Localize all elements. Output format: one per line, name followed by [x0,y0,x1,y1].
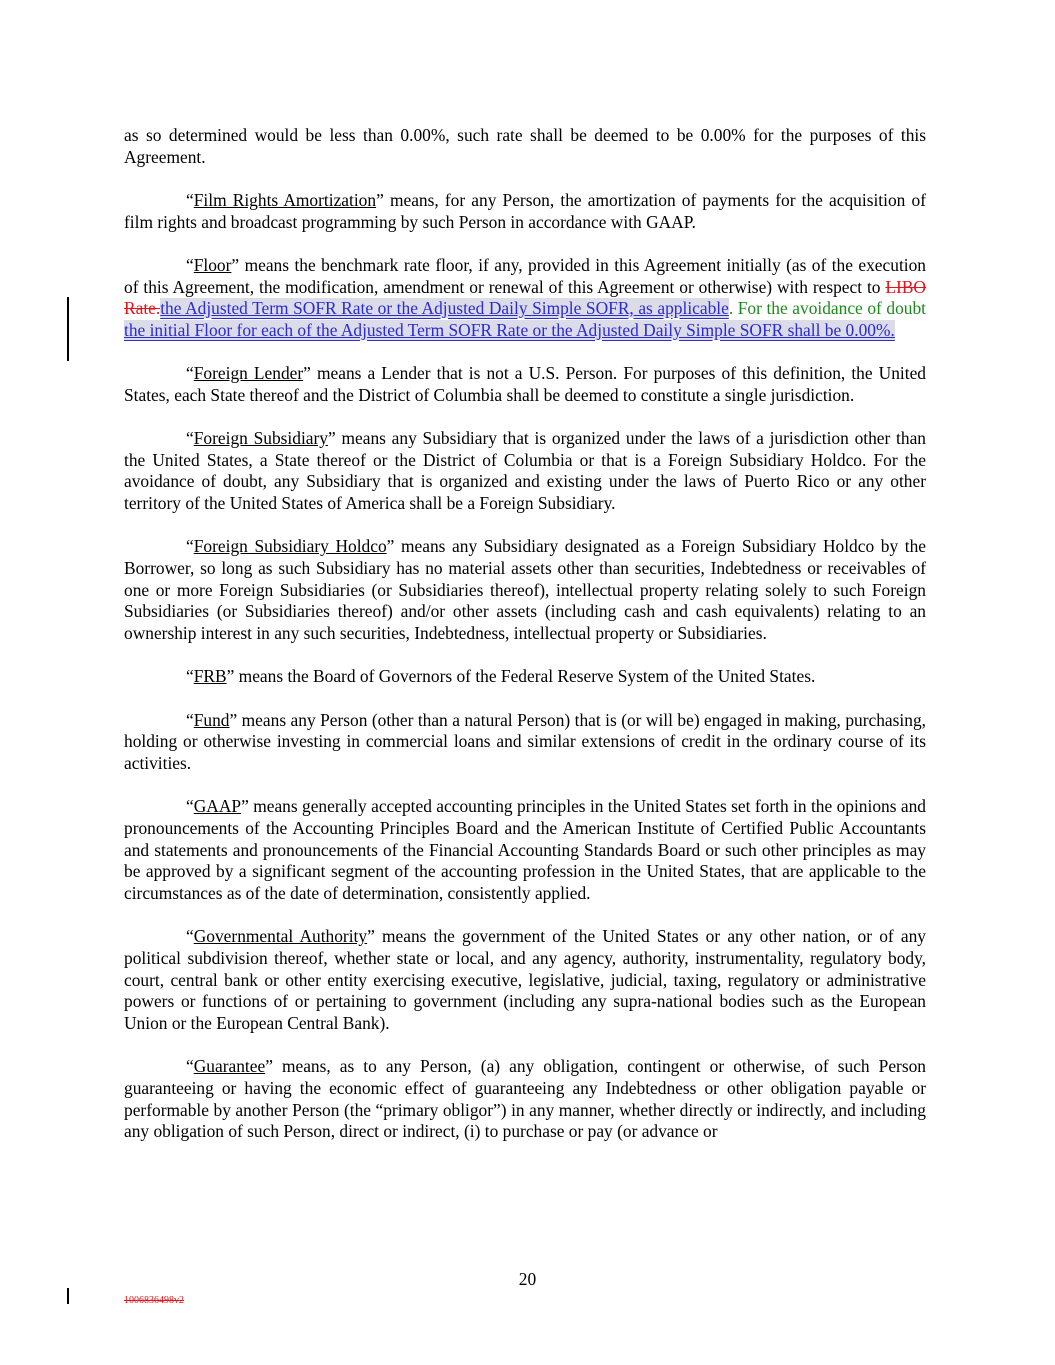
open-quote: “ [186,709,194,730]
document-body [124,125,926,1165]
defined-term: Floor [193,254,232,275]
definition-text: ” means the benchmark rate floor, if any, provided in this Agreement initially (as of the execution of this Agreement, the modification, amendment or renewal of this Agreement or otherwise) with respect to [124,254,926,297]
defined-term: Guarantee [193,1056,266,1077]
defined-term: Film Rights Amortization [193,189,377,210]
inserted-text: the Adjusted Term SOFR Rate or the Adjusted Daily Simple SOFR, as applicable [160,298,729,319]
definition-guarantee [124,1056,926,1143]
defined-term: FRB [193,666,227,687]
open-quote: “ [186,254,194,275]
open-quote: “ [186,926,194,947]
definition-text: ” means the Board of Governors of the Federal Reserve System of the United States. [226,666,816,687]
defined-term: Foreign Subsidiary Holdco [193,536,387,557]
definition-film-rights-amortization [124,190,926,233]
definition-foreign-subsidiary [124,428,926,515]
definition-text: ” means a Lender that is not a U.S. Person. For purposes of this definition, the United States, each State thereof and the District of Columbia shall be deemed to constitute a single jurisdiction. [124,363,926,405]
deleted-text: LIBO Rate. [124,276,926,319]
intro-paragraph [124,125,926,168]
defined-term: Foreign Lender [193,363,304,384]
defined-term: Foreign Subsidiary [193,428,328,449]
defined-term: Fund [193,709,230,730]
open-quote: “ [186,363,194,384]
inserted-text: the initial Floor for each of the Adjusted Term SOFR Rate or the Adjusted Daily Simple SOFR shall be 0.00%. [124,319,895,340]
definition-text: ” means the government of the United States or any other nation, or of any political subdivision thereof, whether state or local, and any agency, authority, instrumentality, regulatory body, court, central bank or other entity exercising executive, legislative, judicial, taxing, regulatory or administrative powers or functions of or pertaining to government (including any supra-national bodies such as the European Union or the European Central Bank). [124,926,927,1033]
page-number: 20 [518,1269,537,1289]
definition-governmental-authority [124,926,926,1035]
definition-fund [124,710,926,775]
definition-gaap [124,796,926,905]
open-quote: “ [186,666,194,687]
open-quote: “ [186,428,194,449]
open-quote: “ [186,796,194,817]
open-quote: “ [186,189,194,210]
definition-text: ” means any Subsidiary that is organized under the laws of a jurisdiction other than the United States, a State thereof or the District of Columbia or that is a Foreign Subsidiary Holdco. For the avoidance of doubt, any Subsidiary that is organized and existing under the laws of Puerto Rico or any other territory of the United States of America shall be a Foreign Subsidiary. [124,428,927,514]
open-quote: “ [186,536,194,557]
definition-foreign-lender [124,363,926,406]
definition-text: ” means any Person (other than a natural Person) that is (or will be) engaged in making, purchasing, holding or otherwise investing in commercial loans and similar extensions of credit in the ordinary course of its activities. [124,709,926,773]
moved-text: . For the avoidance of doubt [728,298,927,319]
document-id: 1006836498v2 [124,1295,184,1306]
definition-text: ” means generally accepted accounting principles in the United States set forth in the opinions and pronouncements of the Accounting Principles Board and the American Institute of Certified Public Accountants and statements and pronouncements of the Financial Accounting Standards Board or such other principles as may be approved by a significant segment of the accounting profession in the United States, that are applicable to the circumstances as of the date of determination, consistently applied. [124,796,926,903]
definition-text: ” means, for any Person, the amortization of payments for the acquisition of film rights and broadcast programming by such Person in accordance with GAAP. [124,189,926,232]
revision-change-bar [67,297,69,361]
defined-term: Governmental Authority [193,926,368,947]
defined-term: GAAP [193,796,242,817]
open-quote: “ [186,1056,194,1077]
definition-floor [124,255,926,342]
definition-text: ” means, as to any Person, (a) any obligation, contingent or otherwise, of such Person guaranteeing or having the economic effect of guaranteeing any Indebtedness or other obligation payable or performable by another Person (the “primary obligor”) in any manner, whether directly or indirectly, and including any obligation of such Person, direct or indirect, (i) to purchase or pay (or advance or [124,1056,926,1142]
definition-text: ” means any Subsidiary designated as a Foreign Subsidiary Holdco by the Borrower, so long as such Subsidiary has no material assets other than securities, Indebtedness or receivables of one or more Foreign Subsidiaries (or Subsidiaries thereof), intellectual property relating solely to such Foreign Subsidiaries (or Subsidiaries thereof) and/or other assets (including cash and cash equivalents) relating to an ownership interest in any such securities, Indebtedness, intellectual property or Subsidiaries. [124,536,927,644]
intro-text: as so determined would be less than 0.00%, such rate shall be deemed to be 0.00% for the purposes of this Agreement. [124,125,926,167]
definition-foreign-subsidiary-holdco [124,536,926,645]
definition-frb [124,666,926,688]
